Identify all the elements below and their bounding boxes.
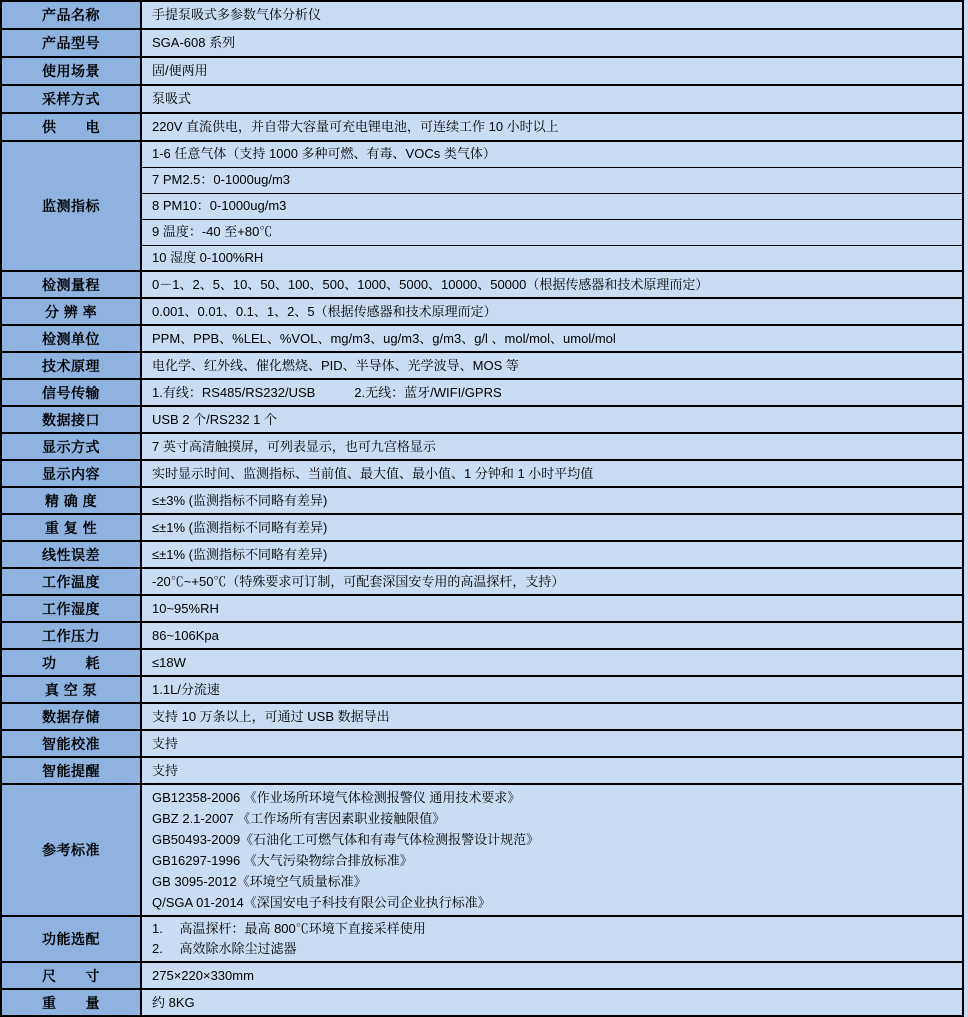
row-label-smart-calibration: 智能校准 — [1, 730, 141, 757]
row-label-working-temp: 工作温度 — [1, 568, 141, 595]
table-row — [1, 141, 963, 167]
row-value-accuracy: ≤±3% (监测指标不同略有差异) — [141, 487, 963, 514]
row-value-product-model: SGA-608 系列 — [141, 29, 963, 57]
row-value-data-interface: USB 2 个/RS232 1 个 — [141, 406, 963, 433]
table-row — [1, 325, 963, 352]
row-value-display-content: 实时显示时间、监测指标、当前值、最大值、最小值、1 分钟和 1 小时平均值 — [141, 460, 963, 487]
row-value-power-consumption: ≤18W — [141, 649, 963, 676]
row-label-linearity-error: 线性误差 — [1, 541, 141, 568]
table-row — [1, 1, 963, 29]
row-value-product-name: 手提泵吸式多参数气体分析仪 — [141, 1, 963, 29]
optional-feature-line: 1. 高温探杆：最高 800℃环境下直接采样使用 — [152, 921, 426, 936]
row-label-accuracy: 精 确 度 — [1, 487, 141, 514]
reference-standard-line: GB 3095-2012《环境空气质量标准》 — [152, 874, 367, 889]
row-value-tech-principle: 电化学、红外线、催化燃烧、PID、半导体、光学波导、MOS 等 — [141, 352, 963, 379]
table-row — [1, 85, 963, 113]
row-label-usage-scene: 使用场景 — [1, 57, 141, 85]
row-label-signal-transmission: 信号传输 — [1, 379, 141, 406]
row-value-sampling-method: 泵吸式 — [141, 85, 963, 113]
table-row — [1, 989, 963, 1016]
monitor-indicator-5: 10 湿度 0-100%RH — [141, 245, 963, 271]
row-label-tech-principle: 技术原理 — [1, 352, 141, 379]
row-label-data-storage: 数据存储 — [1, 703, 141, 730]
row-value-repeatability: ≤±1% (监测指标不同略有差异) — [141, 514, 963, 541]
table-row — [1, 193, 963, 219]
row-label-monitor-indicators: 监测指标 — [1, 141, 141, 271]
row-label-power-consumption: 功 耗 — [1, 649, 141, 676]
row-value-display-mode: 7 英寸高清触摸屏，可列表显示，也可九宫格显示 — [141, 433, 963, 460]
table-row — [1, 649, 963, 676]
table-row — [1, 757, 963, 784]
reference-standard-line: Q/SGA 01-2014《深国安电子科技有限公司企业执行标准》 — [152, 895, 491, 910]
row-label-reference-standards: 参考标准 — [1, 784, 141, 916]
reference-standard-line: GBZ 2.1-2007 《工作场所有害因素职业接触限值》 — [152, 811, 446, 826]
row-value-reference-standards — [141, 784, 963, 916]
row-value-signal-transmission: 1.有线：RS485/RS232/USB 2.无线：蓝牙/WIFI/GPRS — [141, 379, 963, 406]
row-label-detection-unit: 检测单位 — [1, 325, 141, 352]
table-row — [1, 433, 963, 460]
row-label-smart-reminder: 智能提醒 — [1, 757, 141, 784]
table-row — [1, 219, 963, 245]
table-row — [1, 487, 963, 514]
row-label-dimensions: 尺 寸 — [1, 962, 141, 989]
row-value-working-temp: -20℃~+50℃（特殊要求可订制，可配套深国安专用的高温探杆，支持） — [141, 568, 963, 595]
row-value-smart-calibration: 支持 — [141, 730, 963, 757]
table-row — [1, 113, 963, 141]
table-row — [1, 298, 963, 325]
row-label-display-content: 显示内容 — [1, 460, 141, 487]
row-value-dimensions: 275×220×330mm — [141, 962, 963, 989]
row-label-resolution: 分 辨 率 — [1, 298, 141, 325]
table-row — [1, 730, 963, 757]
table-row — [1, 676, 963, 703]
row-value-weight: 约 8KG — [141, 989, 963, 1016]
row-value-data-storage: 支持 10 万条以上，可通过 USB 数据导出 — [141, 703, 963, 730]
monitor-indicator-3: 8 PM10：0-1000ug/m3 — [141, 193, 963, 219]
table-row — [1, 962, 963, 989]
row-label-vacuum-pump: 真 空 泵 — [1, 676, 141, 703]
monitor-indicator-2: 7 PM2.5：0-1000ug/m3 — [141, 167, 963, 193]
table-row — [1, 622, 963, 649]
table-row — [1, 595, 963, 622]
reference-standard-line: GB12358-2006 《作业场所环境气体检测报警仪 通用技术要求》 — [152, 790, 521, 805]
row-value-usage-scene: 固/便两用 — [141, 57, 963, 85]
table-row — [1, 703, 963, 730]
table-row — [1, 460, 963, 487]
table-row — [1, 29, 963, 57]
row-label-optional-features: 功能选配 — [1, 916, 141, 962]
row-label-product-name: 产品名称 — [1, 1, 141, 29]
row-value-working-pressure: 86~106Kpa — [141, 622, 963, 649]
row-value-working-humidity: 10~95%RH — [141, 595, 963, 622]
table-row — [1, 784, 963, 916]
table-row — [1, 514, 963, 541]
row-value-optional-features — [141, 916, 963, 962]
reference-standard-line: GB50493-2009《石油化工可燃气体和有毒气体检测报警设计规范》 — [152, 832, 540, 847]
row-value-smart-reminder: 支持 — [141, 757, 963, 784]
table-row — [1, 379, 963, 406]
table-row — [1, 406, 963, 433]
table-row — [1, 568, 963, 595]
monitor-indicator-4: 9 温度：-40 至+80℃ — [141, 219, 963, 245]
row-value-power-supply: 220V 直流供电，并自带大容量可充电锂电池，可连续工作 10 小时以上 — [141, 113, 963, 141]
row-value-detection-range: 0－1、2、5、10、50、100、500、1000、5000、10000、50000（根据传感器和技术原理而定） — [141, 271, 963, 298]
row-label-display-mode: 显示方式 — [1, 433, 141, 460]
table-row — [1, 271, 963, 298]
row-label-product-model: 产品型号 — [1, 29, 141, 57]
table-row — [1, 245, 963, 271]
row-value-resolution: 0.001、0.01、0.1、1、2、5（根据传感器和技术原理而定） — [141, 298, 963, 325]
table-row — [1, 352, 963, 379]
optional-feature-line: 2. 高效除水除尘过滤器 — [152, 941, 297, 956]
row-label-detection-range: 检测量程 — [1, 271, 141, 298]
row-label-sampling-method: 采样方式 — [1, 85, 141, 113]
table-row — [1, 57, 963, 85]
row-label-working-humidity: 工作湿度 — [1, 595, 141, 622]
table-row — [1, 167, 963, 193]
row-label-power-supply: 供 电 — [1, 113, 141, 141]
row-label-data-interface: 数据接口 — [1, 406, 141, 433]
row-label-weight: 重 量 — [1, 989, 141, 1016]
monitor-indicator-1: 1-6 任意气体（支持 1000 多种可燃、有毒、VOCs 类气体） — [141, 141, 963, 167]
row-label-working-pressure: 工作压力 — [1, 622, 141, 649]
row-value-linearity-error: ≤±1% (监测指标不同略有差异) — [141, 541, 963, 568]
row-value-detection-unit: PPM、PPB、%LEL、%VOL、mg/m3、ug/m3、g/m3、g/l 、mol/mol、umol/mol — [141, 325, 963, 352]
table-row — [1, 916, 963, 962]
reference-standard-line: GB16297-1996 《大气污染物综合排放标准》 — [152, 853, 413, 868]
row-label-repeatability: 重 复 性 — [1, 514, 141, 541]
row-value-vacuum-pump: 1.1L/分流速 — [141, 676, 963, 703]
table-row — [1, 541, 963, 568]
